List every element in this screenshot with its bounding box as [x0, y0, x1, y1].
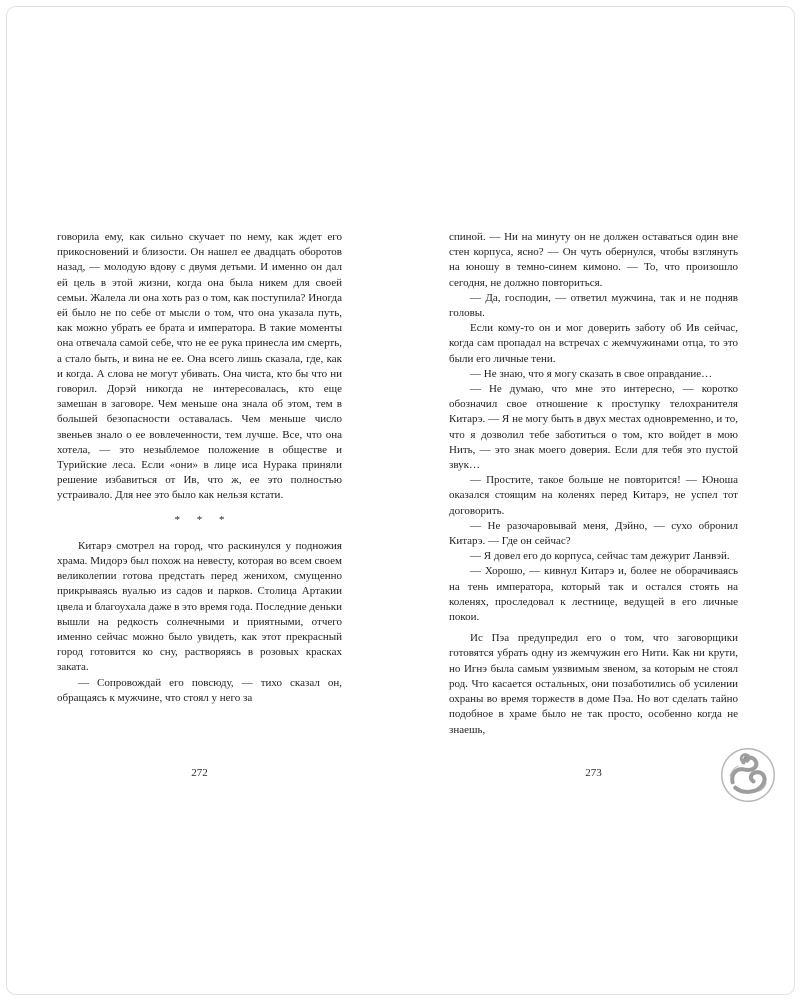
paragraph: — Да, господин, — ответил мужчина, так и не подняв головы.: [449, 291, 738, 320]
paragraph: говорила ему, как сильно скучает по нему, как ждет его прикосновений и близости. Он нашел ее двадцать оборотов назад, — молодую вдову с двумя детьми. И именно он дал ей цель в этой жизни, когда она была никем для своей семьи. Жалела ли она хоть раз о том, как поступила? Иногда ей было не по себе от мысли о том, что она указала путь, как можно убрать ее брата и императора. В такие моменты она отвечала самой себе, что не ее рука принесла им смерть, а стало быть, и вина не ее. Она всего лишь сказала, где, как и когда. А слова не могут убивать. Она чиста, кто бы что ни говорил. Дорэй никогда не интересовалась, кто еще замешан в заговоре. Чем меньше она знала об этом, тем в большей безопасности оставалась. Чем меньше число звеньев знало о ее вовлеченности, тем лучше. Все, что она хотела, — это незыблемое положение в обществе и Турийские леса. Если «они» в лице иса Нурака приняли решение избавиться от Ив, что ж, ее это полностью устраивало. Для нее это было как нельзя кстати.: [57, 231, 342, 502]
page-number-right: 273: [585, 767, 602, 779]
paragraph: — Я довел его до корпуса, сейчас там дежурит Ланвэй.: [470, 550, 730, 563]
dragon-seal-icon: [718, 746, 778, 804]
paragraph: — Не думаю, что мне это интересно, — коротко обозначил свое отношение к проступку телохранителя Китарэ. — Я не могу быть в двух местах одновременно, и то, что я дозволил тебе заботиться о том, кто войдет в мою Нить, — это знак моего доверия. Если для тебя это пустой звук…: [449, 383, 738, 472]
paragraph: — Хорошо, — кивнул Китарэ и, более не оборачиваясь на тень императора, который так и остался стоять на коленях, проследовал к лестнице, ведущей в его личные покои.: [449, 565, 738, 624]
section-separator: * * *: [174, 513, 232, 526]
left-page-text-column: [57, 230, 342, 706]
paragraph: — Простите, такое больше не повторится! — Юноша оказался стоящим на коленях перед Китарэ, не успел тот договорить.: [449, 474, 738, 517]
paragraph: Китарэ смотрел на город, что раскинулся у подножия храма. Мидорэ был похож на невесту, которая во всем своем великолепии готова предстать перед женихом, смущенно прикрываясь вуалью из садов и парков. Столица Артакии цвела и благоухала даже в это время года. Последние деньки вышли на редкость солнечными и приятными, отчего именно сейчас можно было увидеть, как этот прекрасный город готовится ко сну, растворяясь в розовых красках заката.: [57, 539, 342, 674]
paragraph: Если кому-то он и мог доверить заботу об Ив сейчас, когда сам пропадал на встречах с жемчужинами отца, то это были его личные тени.: [449, 322, 738, 365]
right-page-text-column: [449, 230, 738, 738]
paragraph: — Не знаю, что я могу сказать в свое оправдание…: [470, 367, 713, 380]
paragraph: — Сопровождай его повсюду, — тихо сказал он, обращаясь к мужчине, что стоял у него за: [57, 676, 342, 704]
page-number-left: 272: [191, 767, 208, 779]
paragraph: — Не разочаровывай меня, Дэйно, — сухо обронил Китарэ. — Где он сейчас?: [449, 519, 738, 548]
paragraph: спиной. — Ни на минуту он не должен оставаться один вне стен корпуса, ясно? — Он чуть обернулся, чтобы взглянуть на юношу в темно-синем кимоно. — То, что произошло сегодня, не должно повториться.: [449, 231, 738, 289]
paragraph: Ис Пэа предупредил его о том, что заговорщики готовятся убрать одну из жемчужин его Нити. Как ни крути, но Игнэ была самым уязвимым звеном, за которым не стоял род. Что касается остальных, они позаботились об усилении охраны во время торжеств в доме Пэа. Но вот сделать тайно подобное в храме было не так просто, особенно когда не знаешь,: [449, 632, 738, 736]
